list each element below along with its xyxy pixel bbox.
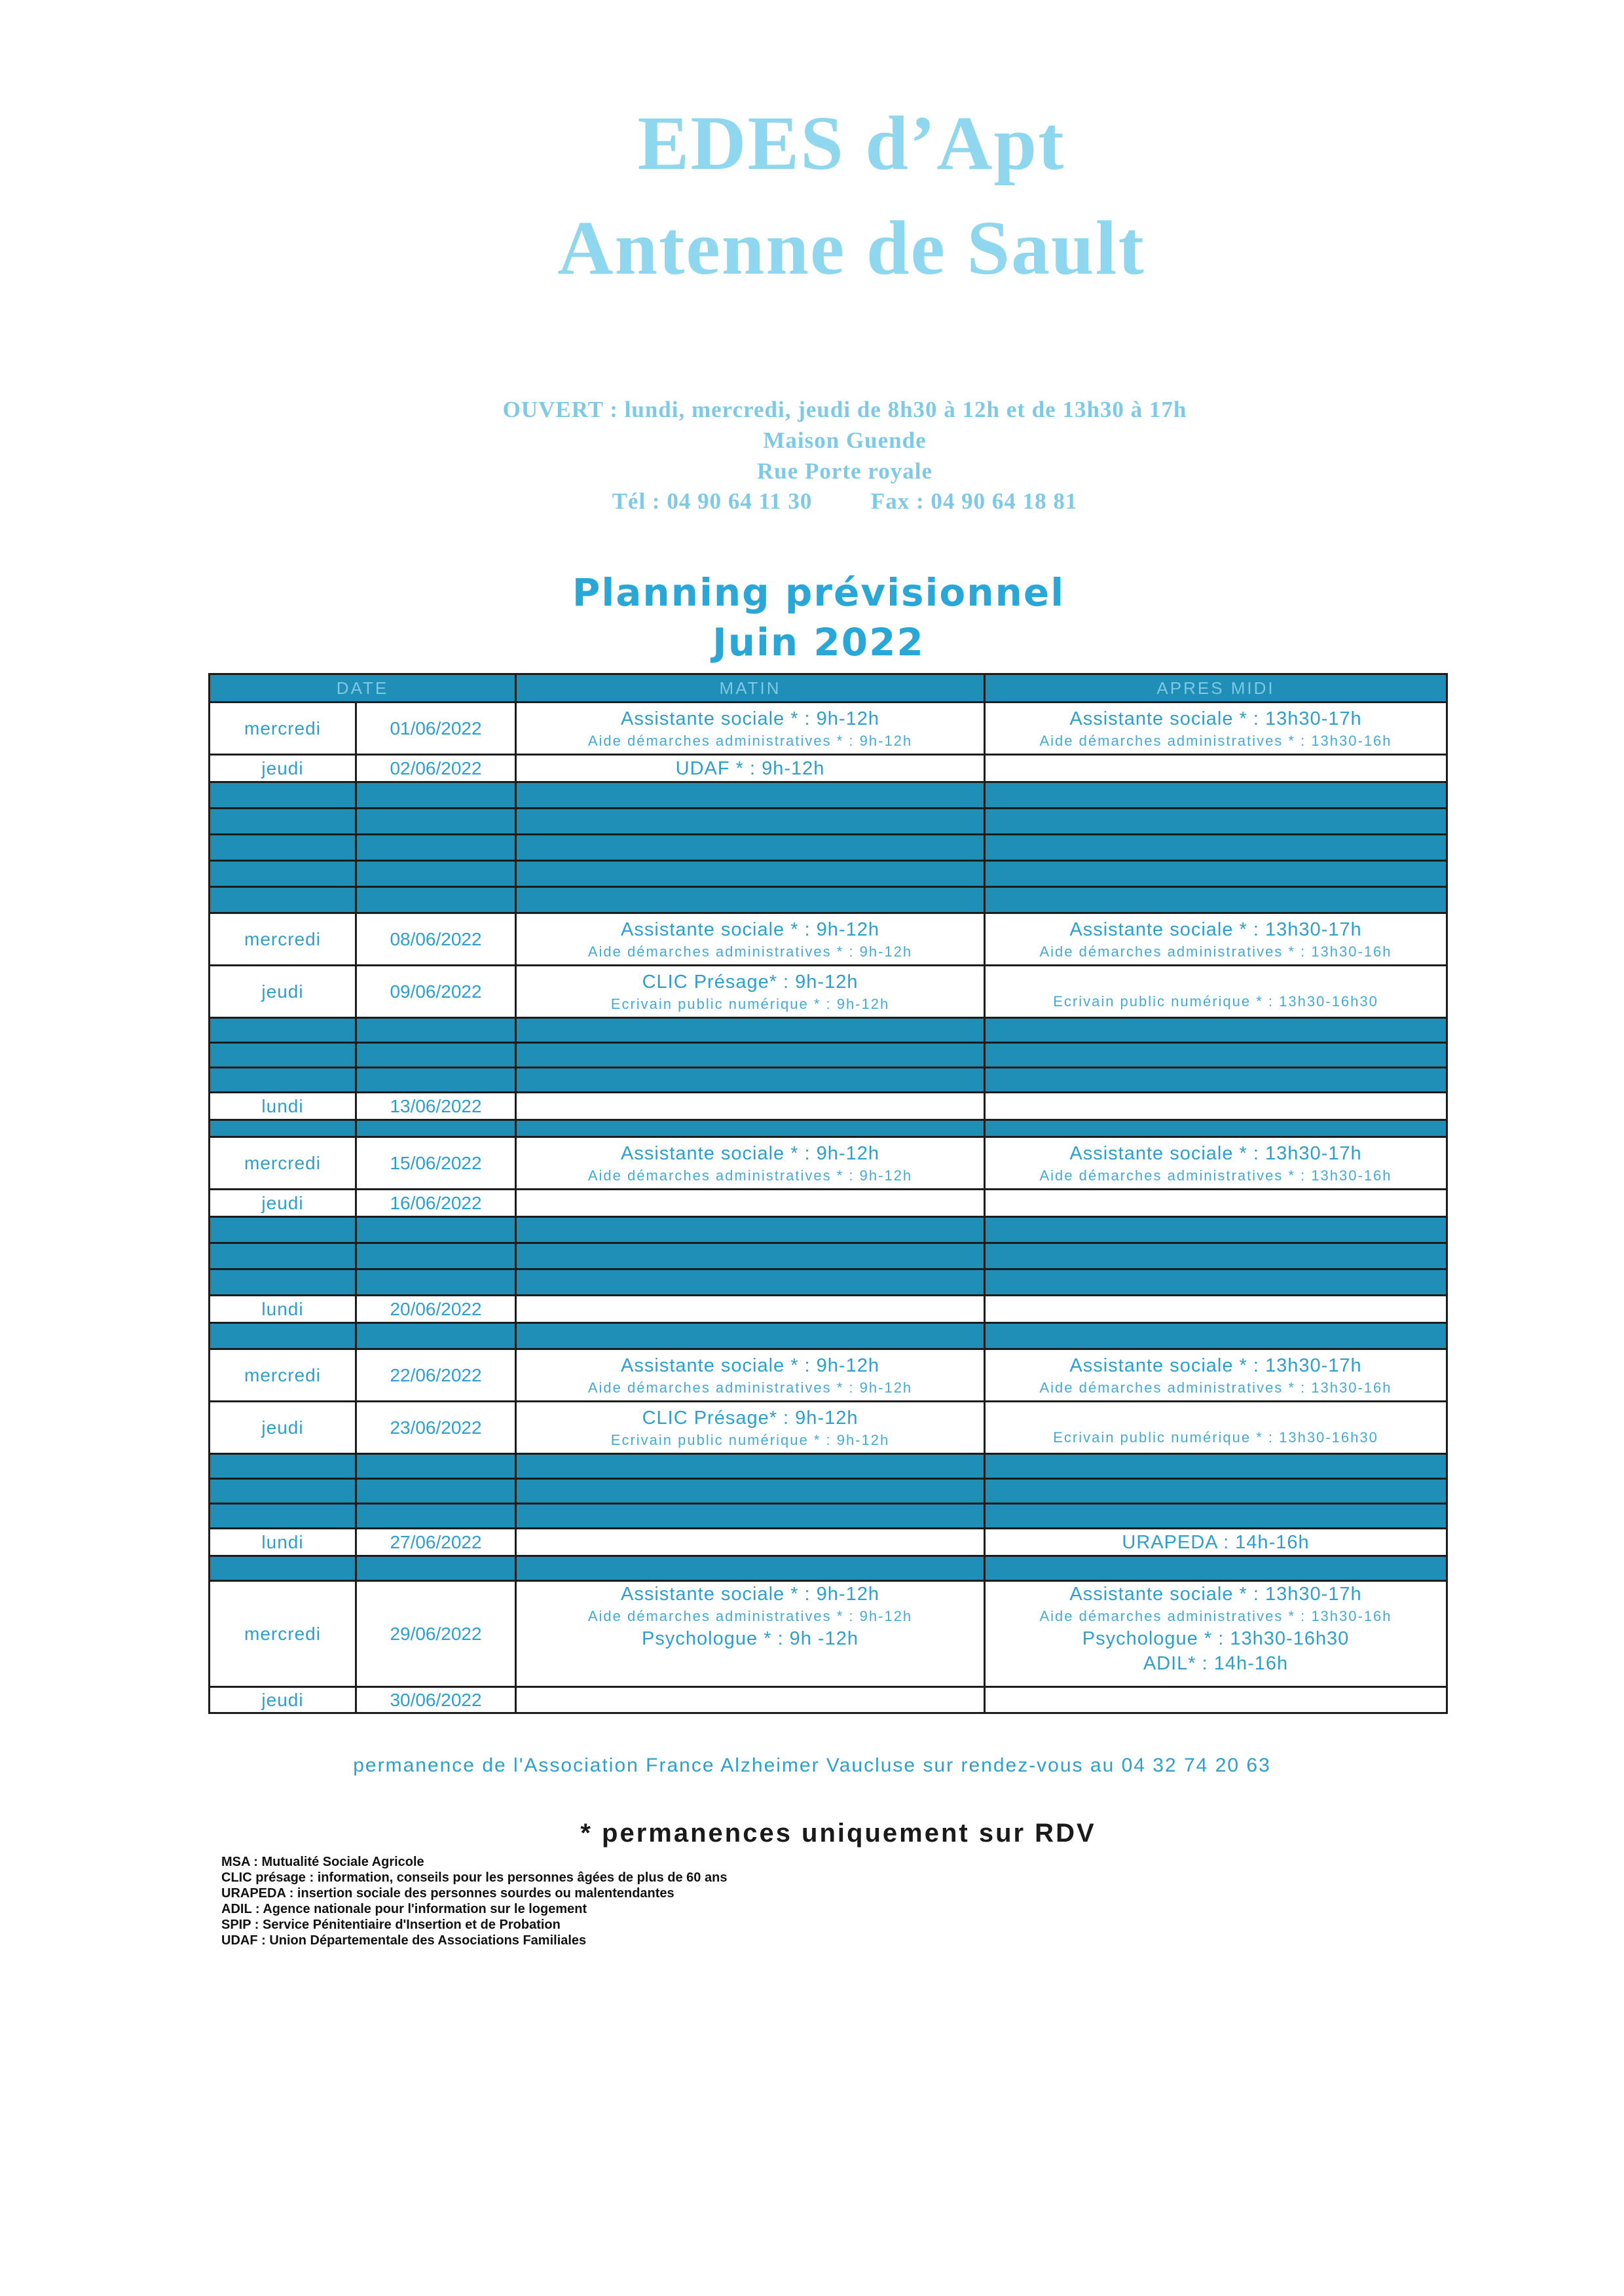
closed-row [210, 887, 1447, 913]
abbreviation-legend [221, 1854, 727, 1948]
date-cell: 22/06/2022 [356, 1349, 516, 1402]
service-detail: Aide démarches administratives * : 13h30-16h [1039, 1379, 1392, 1396]
planning-title: Planning prévisionnel [572, 570, 1065, 615]
date-cell: 30/06/2022 [356, 1687, 516, 1713]
morning-cell [516, 1349, 985, 1402]
table-row [210, 1402, 1447, 1454]
closed-row [210, 1454, 1447, 1479]
service-entry: Assistante sociale * : 13h30-17h [1069, 1584, 1362, 1605]
date-cell: 15/06/2022 [356, 1137, 516, 1190]
afternoon-cell [985, 913, 1447, 966]
service-entry: CLIC Présage* : 9h-12h [642, 1407, 858, 1429]
weekday-cell: mercredi [210, 1137, 356, 1190]
office-subtitle: Antenne de Sault [557, 205, 1145, 291]
service-detail: Ecrivain public numérique * : 9h-12h [610, 1431, 890, 1448]
service-detail: Aide démarches administratives * : 9h-12h [587, 1167, 913, 1184]
date-cell: 02/06/2022 [356, 755, 516, 782]
service-detail: Aide démarches administratives * : 13h30-16h [1039, 1167, 1392, 1184]
weekday-cell: lundi [210, 1093, 356, 1120]
rdv-note: * permanences uniquement sur RDV [580, 1819, 1096, 1848]
weekday-cell: mercredi [210, 1581, 356, 1687]
service-entry: CLIC Présage* : 9h-12h [642, 971, 858, 993]
closed-row [210, 1217, 1447, 1243]
service-entry: Assistante sociale * : 9h-12h [621, 708, 879, 729]
service-detail: Aide démarches administratives * : 9h-12h [587, 732, 913, 749]
address-line-2: Rue Porte royale [756, 458, 933, 484]
afternoon-cell [985, 1093, 1447, 1120]
table-row [210, 1581, 1447, 1687]
office-title: EDES d’Apt [637, 100, 1065, 186]
afternoon-cell [985, 966, 1447, 1018]
weekday-cell: jeudi [210, 755, 356, 782]
service-entry: Assistante sociale * : 9h-12h [621, 919, 879, 940]
opening-hours: OUVERT : lundi, mercredi, jeudi de 8h30 à 12h et de 13h30 à 17h [502, 397, 1187, 422]
column-header-afternoon: APRES MIDI [985, 674, 1447, 702]
afternoon-cell [985, 1581, 1447, 1687]
morning-cell [516, 1296, 985, 1323]
weekday-cell: jeudi [210, 1190, 356, 1217]
table-row [210, 913, 1447, 966]
morning-cell [516, 702, 985, 755]
weekday-cell: jeudi [210, 1402, 356, 1454]
morning-cell [516, 1529, 985, 1556]
service-entry: Assistante sociale * : 9h-12h [621, 1355, 879, 1376]
closed-row [210, 1323, 1447, 1349]
closed-row [210, 1243, 1447, 1269]
table-row [210, 1529, 1447, 1556]
closed-row [210, 1068, 1447, 1093]
service-detail: Aide démarches administratives * : 13h30-16h [1039, 943, 1392, 960]
morning-cell [516, 913, 985, 966]
legend-item: CLIC présage : information, conseils pour les personnes âgées de plus de 60 ans [221, 1870, 728, 1885]
afternoon-cell [985, 1687, 1447, 1713]
address-line-1: Maison Guende [763, 428, 927, 453]
afternoon-cell [985, 1529, 1447, 1556]
morning-cell [516, 1093, 985, 1120]
legend-item: ADIL : Agence nationale pour l'information sur le logement [221, 1902, 587, 1916]
service-entry: Assistante sociale * : 13h30-17h [1069, 708, 1362, 729]
closed-row [210, 1018, 1447, 1043]
planning-month: Juin 2022 [712, 620, 925, 665]
table-row [210, 755, 1447, 782]
table-row [210, 702, 1447, 755]
weekday-cell: mercredi [210, 702, 356, 755]
morning-cell [516, 1190, 985, 1217]
afternoon-cell [985, 755, 1447, 782]
closed-row [210, 1479, 1447, 1504]
service-detail: Ecrivain public numérique * : 13h30-16h30 [1053, 993, 1378, 1010]
closed-row [210, 861, 1447, 887]
service-entry: Assistante sociale * : 13h30-17h [1069, 919, 1362, 940]
legend-item: SPIP : Service Pénitentiaire d'Insertion et de Probation [221, 1918, 561, 1932]
service-detail: Aide démarches administratives * : 9h-12h [587, 1379, 913, 1396]
closed-row [210, 835, 1447, 861]
service-entry: Assistante sociale * : 13h30-17h [1069, 1355, 1362, 1376]
legend-item: UDAF : Union Départementale des Associations Familiales [221, 1933, 587, 1948]
service-entry: Assistante sociale * : 9h-12h [621, 1142, 879, 1164]
service-entry: ADIL* : 14h-16h [1143, 1653, 1289, 1674]
afternoon-cell [985, 1349, 1447, 1402]
service-entry: Psychologue * : 13h30-16h30 [1082, 1628, 1350, 1649]
table-header-row [210, 674, 1447, 702]
date-cell: 13/06/2022 [356, 1093, 516, 1120]
closed-row [210, 782, 1447, 809]
legend-item: URAPEDA : insertion sociale des personnes sourdes ou malentendantes [221, 1886, 674, 1901]
date-cell: 29/06/2022 [356, 1581, 516, 1687]
service-detail: Ecrivain public numérique * : 9h-12h [610, 995, 890, 1012]
morning-cell [516, 1687, 985, 1713]
afternoon-cell [985, 702, 1447, 755]
date-cell: 09/06/2022 [356, 966, 516, 1018]
service-detail: Ecrivain public numérique * : 13h30-16h30 [1053, 1429, 1378, 1446]
closed-row [210, 1504, 1447, 1529]
weekday-cell: lundi [210, 1296, 356, 1323]
table-row [210, 1137, 1447, 1190]
alzheimer-note: permanence de l'Association France Alzheimer Vaucluse sur rendez-vous au 04 32 74 20 63 [353, 1755, 1271, 1776]
phone-number: Tél : 04 90 64 11 30 [612, 488, 813, 514]
legend-item: MSA : Mutualité Sociale Agricole [221, 1855, 424, 1869]
morning-cell [516, 755, 985, 782]
table-row [210, 1296, 1447, 1323]
weekday-cell: lundi [210, 1529, 356, 1556]
weekday-cell: mercredi [210, 1349, 356, 1402]
morning-cell [516, 1581, 985, 1687]
schedule-table [208, 673, 1448, 1714]
service-detail: Aide démarches administratives * : 9h-12h [587, 943, 913, 960]
service-entry: UDAF * : 9h-12h [675, 757, 825, 779]
afternoon-cell [985, 1296, 1447, 1323]
service-entry: URAPEDA : 14h-16h [1122, 1531, 1310, 1553]
column-header-date: DATE [210, 674, 516, 702]
morning-cell [516, 1402, 985, 1454]
afternoon-cell [985, 1190, 1447, 1217]
closed-row [210, 1120, 1447, 1137]
table-row [210, 966, 1447, 1018]
morning-cell [516, 1137, 985, 1190]
date-cell: 16/06/2022 [356, 1190, 516, 1217]
weekday-cell: mercredi [210, 913, 356, 966]
service-detail: Aide démarches administratives * : 13h30-16h [1039, 1608, 1392, 1624]
date-cell: 20/06/2022 [356, 1296, 516, 1323]
table-row [210, 1349, 1447, 1402]
table-row [210, 1093, 1447, 1120]
service-detail: Aide démarches administratives * : 9h-12h [587, 1608, 913, 1624]
closed-row [210, 809, 1447, 835]
weekday-cell: jeudi [210, 966, 356, 1018]
date-cell: 27/06/2022 [356, 1529, 516, 1556]
column-header-morning: MATIN [516, 674, 985, 702]
contact-line [0, 490, 1624, 513]
closed-row [210, 1269, 1447, 1296]
date-cell: 08/06/2022 [356, 913, 516, 966]
afternoon-cell [985, 1402, 1447, 1454]
table-row [210, 1190, 1447, 1217]
closed-row [210, 1556, 1447, 1581]
date-cell: 23/06/2022 [356, 1402, 516, 1454]
afternoon-cell [985, 1137, 1447, 1190]
service-detail: Aide démarches administratives * : 13h30-16h [1039, 732, 1392, 749]
service-entry: Psychologue * : 9h -12h [642, 1628, 858, 1649]
closed-row [210, 1043, 1447, 1068]
table-row [210, 1687, 1447, 1713]
morning-cell [516, 966, 985, 1018]
fax-number: Fax : 04 90 64 18 81 [870, 488, 1078, 514]
service-entry: Assistante sociale * : 9h-12h [621, 1584, 879, 1605]
service-entry: Assistante sociale * : 13h30-17h [1069, 1142, 1362, 1164]
date-cell: 01/06/2022 [356, 702, 516, 755]
weekday-cell: jeudi [210, 1687, 356, 1713]
